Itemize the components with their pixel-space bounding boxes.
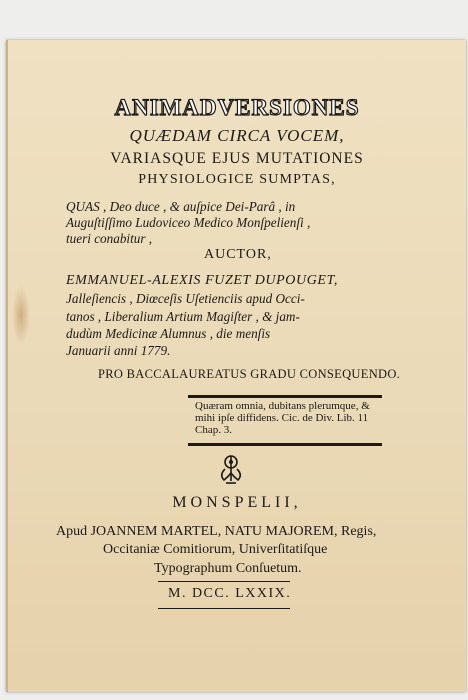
imprint-city: MONSPELII, bbox=[172, 494, 302, 511]
epigraph-line: mihi ipſe diffidens. Cic. de Div. Lib. 11 bbox=[195, 412, 369, 424]
dedication-line: tueri conabitur , bbox=[66, 231, 153, 246]
imprint-year: M. DCC. LXXIX. bbox=[168, 586, 292, 601]
author-description-line: Jalleſiencis , Diœceſis Uſetienciis apud Occi- bbox=[66, 291, 305, 306]
year-rule-bottom bbox=[158, 608, 290, 609]
epigraph-line: Quæram omnia, dubitans plerumque, & bbox=[195, 400, 370, 412]
title-line-2: VARIASQUE EJUS MUTATIONES bbox=[110, 150, 364, 167]
foxing-stain bbox=[12, 285, 30, 345]
author-description-line: Januarii anni 1779. bbox=[66, 343, 171, 358]
year-rule-top bbox=[158, 581, 290, 582]
degree-line: PRO BACCALAUREATUS GRADU CONSEQUENDO. bbox=[98, 367, 401, 381]
imprint-line: Occitaniæ Comitiorum, Univerſitatiſque bbox=[103, 542, 328, 557]
author-name: EMMANUEL-ALEXIS FUZET DUPOUGET, bbox=[66, 273, 339, 288]
author-description-line: dudùm Medicinæ Alumnus , die menſis bbox=[66, 326, 271, 341]
imprint-line: Apud JOANNEM MARTEL, NATU MAJOREM, Regis, bbox=[56, 524, 377, 539]
title-line-3: PHYSIOLOGICE SUMPTAS, bbox=[138, 172, 336, 187]
auctor-label: AUCTOR, bbox=[204, 247, 272, 262]
dedication-line: QUAS , Deo duce , & auſpice Dei-Parâ , in bbox=[66, 199, 296, 214]
quote-rule-bottom bbox=[188, 443, 382, 446]
quote-rule-top bbox=[188, 395, 382, 398]
main-title: ANIMADVERSIONES bbox=[114, 95, 360, 120]
author-description-line: tanos , Liberalium Artium Magiſter , & jam- bbox=[66, 309, 300, 324]
subtitle: QUÆDAM CIRCA VOCEM, bbox=[129, 126, 345, 145]
imprint-line: Typographum Conſuetum. bbox=[154, 561, 302, 576]
title-page bbox=[6, 40, 466, 692]
dedication-line: Auguſtiſſimo Ludoviceo Medico Monſpelienſi , bbox=[66, 215, 311, 230]
fleuron-icon bbox=[217, 453, 245, 485]
epigraph-line: Chap. 3. bbox=[195, 424, 232, 436]
